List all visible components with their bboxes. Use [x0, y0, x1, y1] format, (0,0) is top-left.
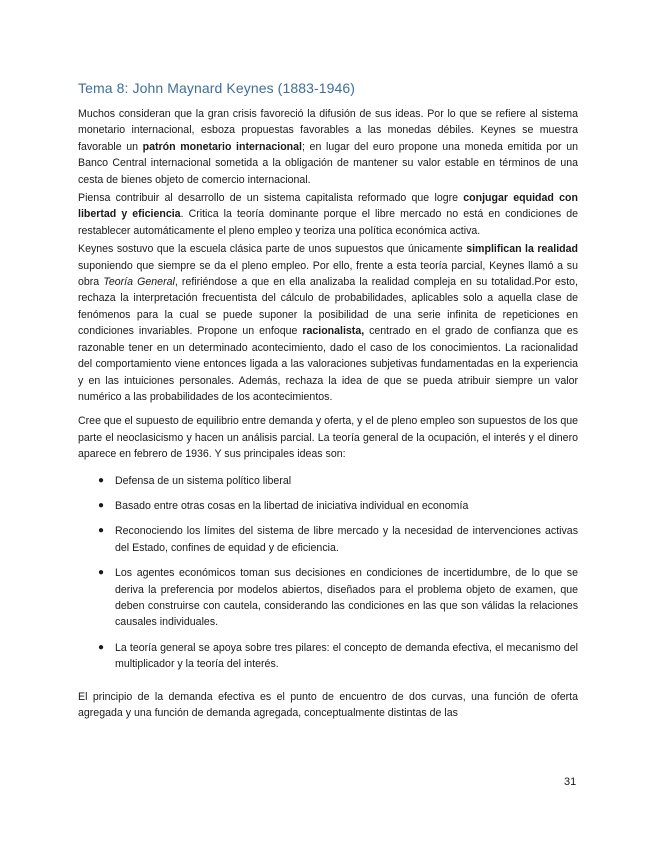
bold-term: simplifican la realidad [466, 243, 579, 256]
list-item-text: Basado entre otras cosas en la libertad de iniciativa individual en economía [115, 499, 469, 512]
list-item [78, 565, 578, 631]
paragraph-classical-school [78, 241, 578, 405]
text-run: , refiriéndose a que en ella analizaba la realidad compleja en su totalidad.Por esto, rechaza la interpretación frecuentista del cálculo de probabilidades, aplicables solo a aquella clase de fenómenos para la cual se puede suponer la posibilidad de una serie infinita de repeticiones en condiciones invariables. Propone un enfoque [78, 276, 578, 338]
main-ideas-list [78, 473, 578, 673]
italic-title: Teoría General [103, 276, 175, 289]
bold-term: racionalista, [302, 325, 365, 338]
body-content [78, 106, 578, 723]
paragraph-effective-demand: El principio de la demanda efectiva es el punto de encuentro de dos curvas, una función de oferta agregada y una función de demanda agregada, conceptualmente distintas de las [78, 690, 578, 719]
list-item-text: Los agentes económicos toman sus decisiones en condiciones de incertidumbre, de lo que se deriva la preferencia por modelos abiertos, diseñados para el problema objeto de examen, que deben construirse con cautela, considerando las condiciones en las que son válidas la relaciones causales individuales. [115, 567, 578, 629]
text-run: suponiendo que siempre se da el pleno empleo. Por ello, frente a esta teoría parcial, Keynes llamó a su obra [78, 259, 578, 289]
list-item-text: Reconociendo los límites del sistema de libre mercado y la necesidad de intervenciones activas del Estado, confines de equidad y de eficiencia. [115, 525, 578, 554]
section-title: Tema 8: John Maynard Keynes (1883-1946) [78, 80, 356, 96]
list-item [78, 473, 578, 489]
text-run: Piensa contribuir al desarrollo de un sistema capitalista reformado que logre [78, 192, 464, 205]
paragraph-reformed-capitalism [78, 190, 578, 239]
text-run: Muchos consideran que la gran crisis favoreció la difusión de sus ideas. Por lo que se refiere al sistema monetario internacional, esboza propuestas favorables a las monedas débiles. Keynes se muestra favorable un [78, 108, 578, 153]
list-item-text: Defensa de un sistema político liberal [115, 474, 292, 487]
bullet-icon: ● [98, 474, 105, 486]
bullet-icon: ● [98, 525, 105, 537]
text-run: centrado en el grado de confianza que es razonable tener en un determinado acontecimiento, dado el caso de los conocimientos. La racionalidad del comportamiento viene entonces ligada a las valoraciones subjetivas fundamentadas en la experiencia y en las intuiciones personales. Además, rechaza la idea de que se pueda atribuir siempre un valor numérico a las probabilidades de los acontecimientos. [78, 325, 578, 403]
bullet-icon: ● [98, 499, 105, 511]
text-run: . Critica la teoría dominante porque el libre mercado no está en condiciones de restablecer automáticamente el pleno empleo y teoriza una política económica activa. [78, 208, 578, 237]
bullet-icon: ● [98, 641, 105, 653]
list-item [78, 640, 578, 673]
page-number: 31 [564, 776, 577, 788]
text-run: ; en lugar del euro propone una moneda emitida por un Banco Central internacional sometida a la obligación de mantener su valor estable en términos de una cesta de bienes objeto de comercio internacional. [78, 140, 578, 186]
bold-term: conjugar equidad con libertad y eficiencia [78, 192, 578, 221]
paragraph-equilibrium: Cree que el supuesto de equilibrio entre demanda y oferta, y el de pleno empleo son supuestos de los que parte el neoclasicismo y hacen un análisis parcial. La teoría general de la ocupación, el interés y el dinero aparece en febrero de 1936. Y sus principales ideas son: [78, 415, 579, 461]
paragraph-international-monetary [78, 106, 578, 188]
bold-term: patrón monetario internacional [142, 140, 302, 153]
text-run: Keynes sostuvo que la escuela clásica parte de unos supuestos que únicamente [78, 243, 467, 256]
list-item [78, 498, 578, 514]
list-item [78, 523, 578, 556]
bullet-icon: ● [98, 567, 105, 579]
list-item-text: La teoría general se apoya sobre tres pilares: el concepto de demanda efectiva, el mecanismo del multiplicador y la teoría del interés. [115, 641, 578, 671]
